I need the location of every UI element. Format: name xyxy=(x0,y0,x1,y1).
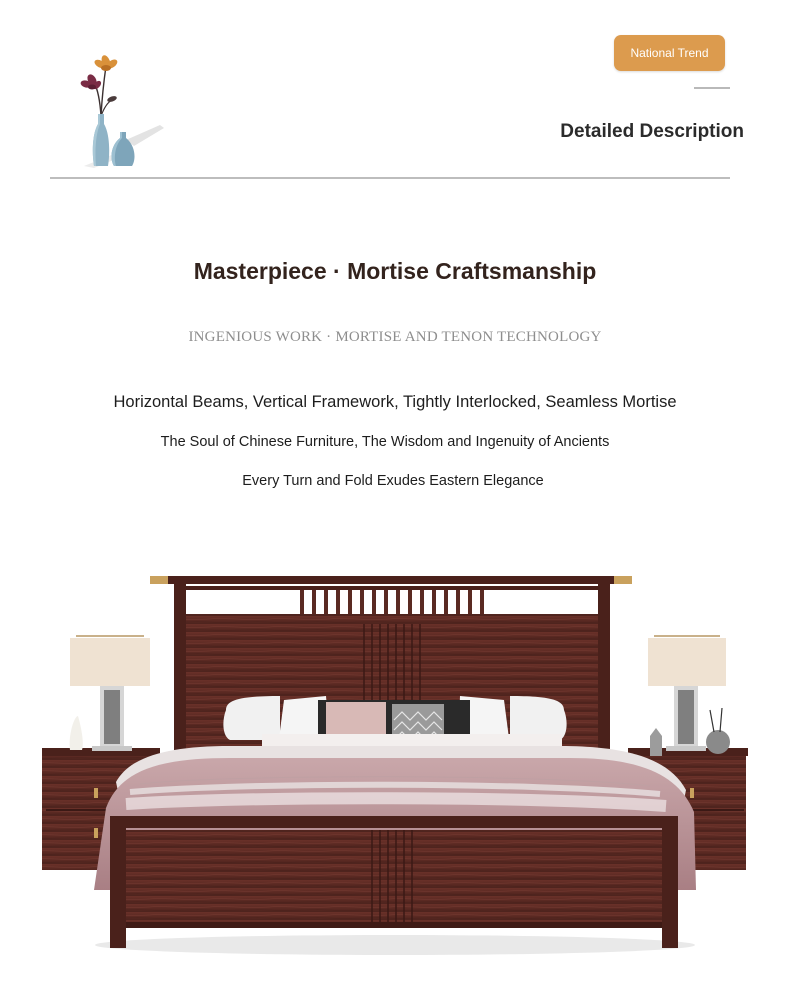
description-line-3: Every Turn and Fold Exudes Eastern Elegance xyxy=(242,473,544,489)
subheading: INGENIOUS WORK · MORTISE AND TENON TECHNOLOGY xyxy=(188,329,602,345)
national-trend-badge[interactable]: National Trend xyxy=(614,35,725,71)
decorative-divider xyxy=(694,87,730,89)
vase-flower-illustration xyxy=(64,50,168,170)
section-title: Detailed Description xyxy=(560,121,744,142)
description-line-2: The Soul of Chinese Furniture, The Wisdom and Ingenuity of Ancients xyxy=(160,434,610,450)
main-heading: Masterpiece · Mortise Craftsmanship xyxy=(193,258,597,284)
header-divider xyxy=(50,177,730,179)
bed-product-image xyxy=(30,560,760,960)
description-line-1: Horizontal Beams, Vertical Framework, Tightly Interlocked, Seamless Mortise xyxy=(113,393,677,411)
